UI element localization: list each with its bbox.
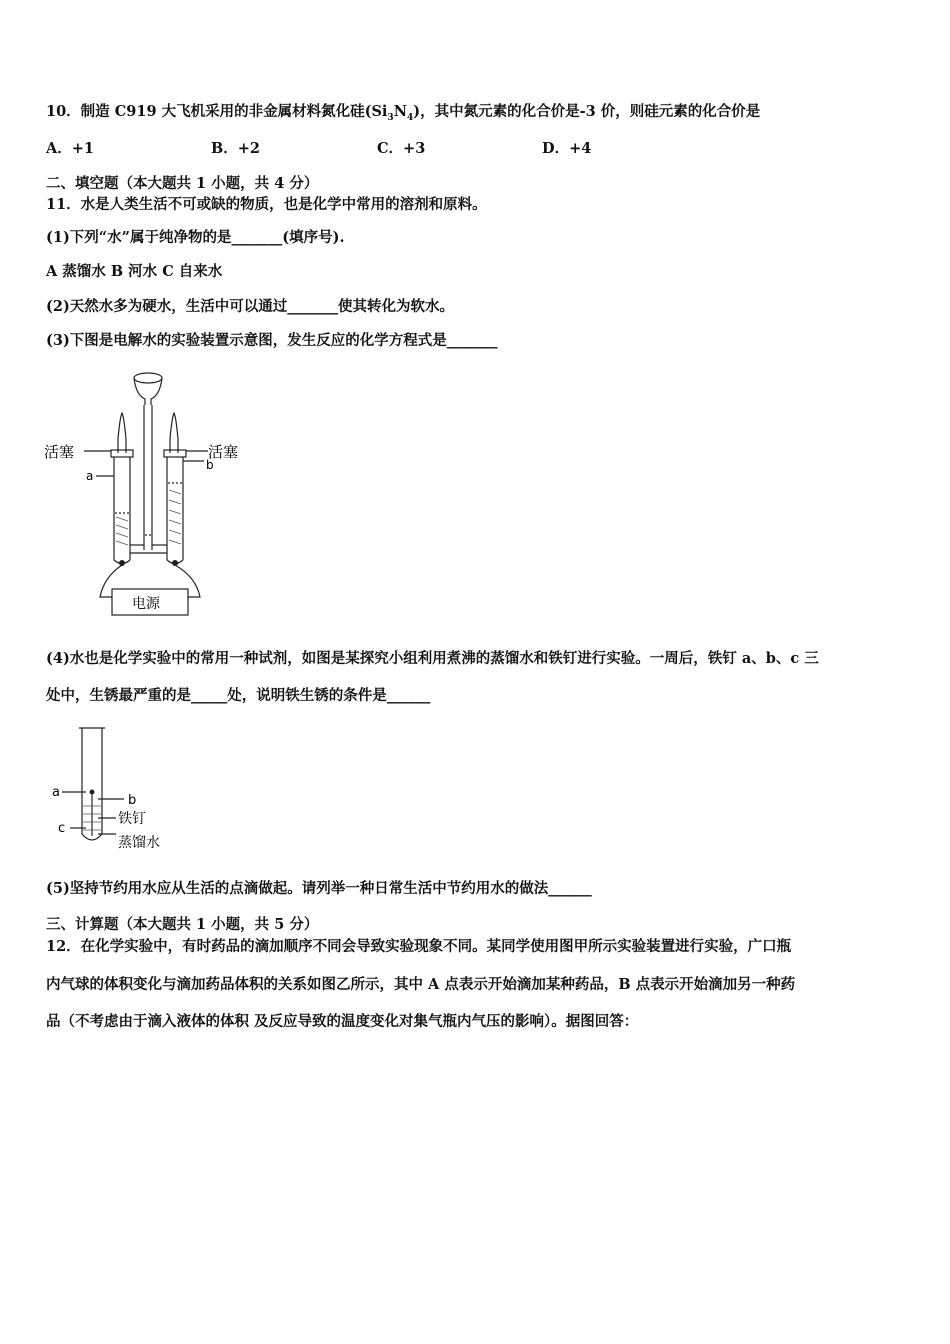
tube-b-label: b <box>206 458 214 472</box>
distilled-water-label: 蒸馏水 <box>118 835 160 851</box>
point-a-label: a <box>52 785 60 800</box>
q11-part1: (1)下列“水”属于纯净物的是_______(填序号). <box>46 229 345 246</box>
iron-nail-test-tube-diagram <box>48 722 183 857</box>
q11-part4-line1: (4)水也是化学实验中的常用一种试剂，如图是某探究小组利用煮沸的蒸馏水和铁钉进行实验。一周后，铁钉 a、b、c 三 <box>46 650 819 667</box>
q10-option-a: A．+1 <box>46 140 94 157</box>
q10-option-c: C．+3 <box>377 140 426 157</box>
q10-option-d: D．+4 <box>542 140 592 157</box>
tube-a-label: a <box>86 469 94 483</box>
point-b-label: b <box>128 793 137 808</box>
q11-part3: (3)下图是电解水的实验装置示意图，发生反应的化学方程式是_______ <box>46 332 498 349</box>
q11-stem: 11．水是人类生活不可或缺的物质，也是化学中常用的溶剂和原料。 <box>46 196 487 213</box>
q12-line2: 内气球的体积变化与滴加药品体积的关系如图乙所示，其中 A 点表示开始滴加某种药品，B 点表示开始滴加另一种药 <box>46 976 796 993</box>
iron-nail-label: 铁钉 <box>118 811 146 827</box>
q12-line3: 品（不考虑由于滴入液体的体积 及反应导致的温度变化对集气瓶内气压的影响）。据图回答： <box>46 1013 639 1030</box>
q12-line1: 12．在化学实验中，有时药品的滴加顺序不同会导致实验现象不同。某同学使用图甲所示实验装置进行实验，广口瓶 <box>46 938 792 955</box>
section-2-heading: 二、填空题（本大题共 1 小题，共 4 分） <box>46 175 319 192</box>
q10-stem: 10．制造 C919 大飞机采用的非金属材料氮化硅$(Si_3N_4)$，其中氮元素的化合价是-3 价，则硅元素的化合价是 <box>46 103 761 123</box>
q11-part1-options: A 蒸馏水 B 河水 C 自来水 <box>46 263 223 280</box>
point-c-label: c <box>58 821 66 836</box>
right-stopcock-label: 活塞 <box>208 443 239 461</box>
power-supply-label: 电源 <box>132 596 160 612</box>
q11-part5: (5)坚持节约用水应从生活的点滴做起。请列举一种日常生活中节约用水的做法______ <box>46 880 592 897</box>
electrolysis-diagram <box>40 365 255 620</box>
q10-option-b: B．+2 <box>211 140 260 157</box>
q11-part4-line2: 处中，生锈最严重的是_____处，说明铁生锈的条件是______ <box>46 687 431 704</box>
left-stopcock-label: 活塞 <box>44 443 75 461</box>
q11-part2: (2)天然水多为硬水，生活中可以通过_______使其转化为软水。 <box>46 298 455 315</box>
section-3-heading: 三、计算题（本大题共 1 小题，共 5 分） <box>46 916 319 933</box>
